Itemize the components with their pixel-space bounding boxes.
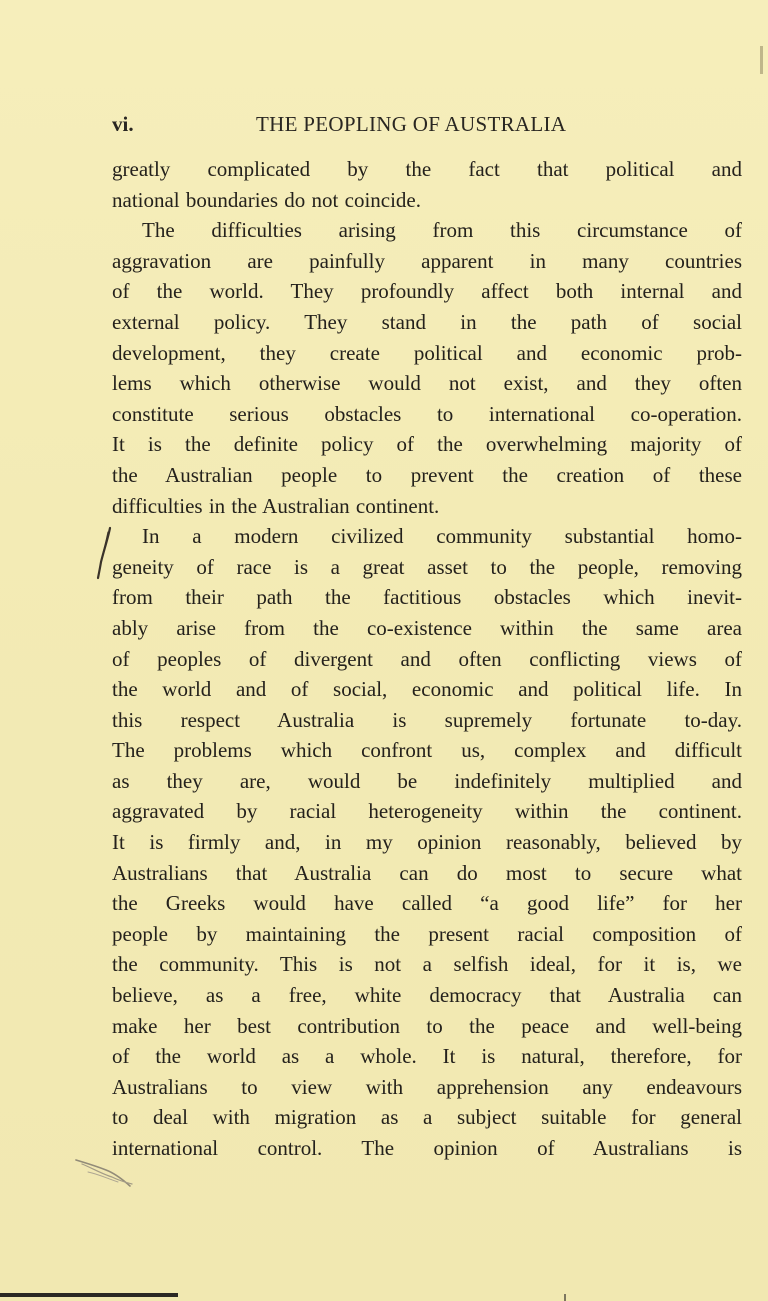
text-line: Australians to view with apprehension any endeavours [112,1074,742,1099]
text-line: of peoples of divergent and often conflicting views of [112,646,742,671]
text-line: Australians that Australia can do most to secure what [112,860,742,885]
text-line: to deal with migration as a subject suitable for general [112,1105,742,1130]
text-line: from their path the factitious obstacles which inevit- [112,585,742,610]
text-line: aggravated by racial heterogeneity within the continent. [112,799,742,824]
text-line: the Australian people to prevent the creation of these [112,462,742,487]
text-line: aggravation are painfully apparent in many countries [112,248,742,273]
text-line: make her best contribution to the peace and well-being [112,1013,742,1038]
text-line: development, they create political and economic prob- [112,340,742,365]
bottom-rule [0,1293,178,1297]
text-line: external policy. They stand in the path of social [112,309,742,334]
text-line: ably arise from the co-existence within the same area [112,615,742,640]
bottom-tick [564,1294,566,1301]
text-line: The problems which confront us, complex and difficult [112,738,742,763]
page-number: vi. [112,112,134,136]
text-line: people by maintaining the present racial composition of [112,921,742,946]
text-line: the Greeks would have called “a good life” for her [112,891,742,916]
text-line: The difficulties arising from this circumstance of [142,218,742,243]
text-line: difficulties in the Australian continent. [112,493,440,518]
page-edge-mark [760,46,763,74]
text-line: of the world. They profoundly affect both internal and [112,279,742,304]
page-header [112,112,752,142]
text-line: international control. The opinion of Australians is [112,1136,742,1160]
text-line: greatly complicated by the fact that political and [112,157,742,181]
text-line: the world and of social, economic and political life. In [112,677,742,702]
running-head: THE PEOPLING OF AUSTRALIA [256,112,567,136]
text-line: as they are, would be indefinitely multiplied and [112,768,742,793]
text-line: lems which otherwise would not exist, and they often [112,371,742,396]
text-line: the community. This is not a selfish ideal, for it is, we [112,952,742,977]
text-line: It is firmly and, in my opinion reasonably, believed by [112,830,742,855]
page-body [112,154,742,1164]
text-line: constitute serious obstacles to international co-operation. [112,401,742,426]
text-line: of the world as a whole. It is natural, therefore, for [112,1044,742,1069]
text-line: this respect Australia is supremely fortunate to-day. [112,707,742,732]
text-line: national boundaries do not coincide. [112,187,422,212]
text-line: It is the definite policy of the overwhelming majority of [112,432,742,457]
text-line: believe, as a free, white democracy that Australia can [112,983,742,1008]
text-line: In a modern civilized community substantial homo- [142,524,742,549]
text-line: geneity of race is a great asset to the people, removing [112,554,742,579]
